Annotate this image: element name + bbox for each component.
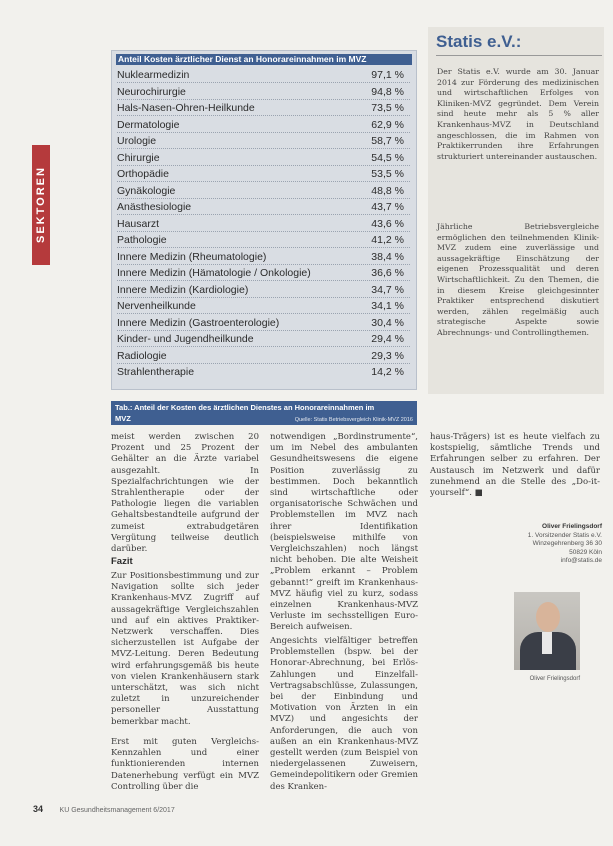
- table-row: [117, 249, 410, 265]
- row-value: 34,1 %: [371, 300, 404, 312]
- row-value: 62,9 %: [371, 118, 404, 131]
- page-number: 34: [33, 804, 44, 814]
- table-row: [117, 265, 410, 281]
- row-value: 30,4 %: [371, 316, 404, 329]
- column-1: [111, 432, 259, 561]
- table-row: [117, 216, 410, 232]
- row-label: Orthopädie: [117, 168, 169, 180]
- caption-line-1: Tab.: Anteil der Kosten des ärztlichen Dienstes an Honorareinnahmen im: [115, 403, 375, 412]
- magazine-name: KU Gesundheitsmanagement 6/2017: [59, 807, 175, 814]
- table-row: [117, 67, 410, 83]
- photo-shirt: [542, 632, 552, 654]
- photo-head: [536, 602, 560, 632]
- table-row: [117, 298, 410, 314]
- table-row: [117, 117, 410, 133]
- author-street: Winzegehrenberg 36 30: [532, 540, 602, 547]
- row-value: 29,3 %: [371, 349, 404, 362]
- row-label: Hals-Nasen-Ohren-Heilkunde: [117, 102, 255, 114]
- author-city: 50829 Köln: [569, 548, 602, 556]
- row-value: 48,8 %: [371, 184, 404, 197]
- column-3: [430, 432, 600, 505]
- info-box-title: Statis e.V.:: [436, 32, 522, 51]
- section-tab: [32, 145, 50, 265]
- row-value: 73,5 %: [371, 102, 404, 114]
- caption-line-2: MVZ: [115, 414, 131, 423]
- info-box-divider: [436, 55, 602, 56]
- author-name: Oliver Frielingsdorf: [542, 523, 602, 530]
- row-label: Hausarzt: [117, 217, 160, 230]
- cost-table: [111, 50, 417, 390]
- row-value: 43,6 %: [371, 217, 404, 230]
- row-value: 97,1 %: [371, 69, 404, 81]
- table-caption: [111, 401, 417, 425]
- author-photo: [514, 592, 580, 670]
- row-label: Kinder- und Jugendheilkunde: [117, 333, 254, 345]
- column-1-fazit: [111, 571, 259, 734]
- row-label: Anästhesiologie: [117, 201, 192, 213]
- table-row: [117, 150, 410, 166]
- row-value: 29,4 %: [371, 333, 404, 345]
- row-label: Gynäkologie: [117, 184, 176, 197]
- row-value: 94,8 %: [371, 85, 404, 98]
- row-label: Nuklearmedizin: [117, 69, 190, 81]
- row-value: 34,7 %: [371, 283, 404, 296]
- row-label: Urologie: [117, 135, 157, 147]
- table-row: [117, 100, 410, 116]
- photo-caption: Oliver Frielingsdorf: [529, 676, 580, 682]
- row-value: 36,6 %: [371, 267, 404, 279]
- row-label: Neurochirurgie: [117, 85, 186, 98]
- table-row: [117, 183, 410, 199]
- column-1-end: [111, 737, 259, 799]
- row-label: Innere Medizin (Hämatologie / Onkologie): [117, 267, 311, 279]
- column-2: [270, 432, 418, 640]
- column-2-end: [270, 636, 418, 799]
- row-label: Nervenheilkunde: [117, 300, 196, 312]
- row-label: Innere Medizin (Rheumatologie): [117, 250, 267, 263]
- row-value: 43,7 %: [371, 201, 404, 213]
- col3-paragraph: haus-Trägers) ist es heute vielfach zu kostspielig, sämtliche Trends und Erfahrungen selber zu erfahren. Der Austausch im Netzwerk und dafür zunehmend an die Stelle des „Do-it-yourself“. ■: [430, 432, 600, 499]
- row-value: 41,2 %: [371, 234, 404, 246]
- row-label: Dermatologie: [117, 118, 180, 131]
- col2-paragraph-2: Angesichts vielfältiger betreffen Problemstellen (bspw. bei der Honorar-Abrechnung, bei Erlös-Zahlungen und Einzelfall-Vertragsabschlüsse, Zulassungen, bei der Einbindung und Motivation von Ärzten in ein MVZ) und angesichts der Anforderungen, die auch von außen an ein Krankenhaus-MVZ gestellt werden (zum Beispiel von niedergelassenen Zuweisern, Gemeindepolitikern oder Gremien des Kranken-: [270, 636, 418, 792]
- row-value: 14,2 %: [371, 366, 404, 378]
- table-row: [117, 364, 410, 380]
- col2-paragraph-1: notwendigen „Bordinstrumente“, um im Nebel des ambulanten Gesundheitswesens die eigene Position zuverlässig zu bestimmen. Doch bekanntlich sind wirtschaftliche oder organisatorische Schwächen und Problemstellen im MVZ nach ihrer Identifikation (beispielsweise mithilfe von Vergleichszahlen) noch längst nicht behoben. Die alte Weisheit „Problem erkannt – Problem gebannt!“ greift im Krankenhaus-MVZ häufig viel zu kurz, sodass einzelnen Krankenhaus-MVZ Verluste im sechsstelligen Euro-Bereich aufweisen.: [270, 432, 418, 633]
- table-row: [117, 348, 410, 364]
- author-block: [466, 523, 602, 566]
- row-value: 38,4 %: [371, 250, 404, 263]
- table-row: [117, 199, 410, 215]
- row-label: Innere Medizin (Gastroenterologie): [117, 316, 280, 329]
- section-tab-label: SEKTOREN: [35, 166, 47, 244]
- col1-paragraph-3: Erst mit guten Vergleichs-Kennzahlen und einer funktionierenden internen Datenerhebung verfügt ein MVZ Controlling über die: [111, 737, 259, 792]
- row-label: Chirurgie: [117, 151, 160, 164]
- row-label: Pathologie: [117, 234, 167, 246]
- table-row: [117, 133, 410, 149]
- row-value: 58,7 %: [371, 135, 404, 147]
- page-footer: [33, 804, 175, 814]
- author-role: 1. Vorsitzender Statis e.V.: [527, 531, 602, 539]
- table-row: [117, 315, 410, 331]
- col1-paragraph-2: Zur Positionsbestimmung und zur Navigation sollte sich jeder Krankenhaus-MVZ Zugriff auf aussagekräftige Vergleichszahlen und auf ein aktives Praktiker-Netzwerk verschaffen. Dies sicherzustellen ist Aufgabe der MVZ-Leitung. Deren Bedeutung wird erfahrungsgemäß bis heute von vielen Krankenhäusern stark unterschätzt, was sich nicht zuletzt in unzureichender personeller Ausstattung bemerkbar macht.: [111, 571, 259, 727]
- table-row: [117, 166, 410, 182]
- info-box-paragraph-1: Der Statis e.V. wurde am 30. Januar 2014 zur Förderung des medizinischen und wirtschaftlichen Erfolges von Kliniken-MVZ gegründet. Dem Verein sind heute mehr als 5 % aller Krankenhaus-MVZ in Deutschland angeschlossen, die im Rahmen von Praktikerrunden ihre Erfahrungen strukturiert untereinander austauschen.: [437, 67, 599, 161]
- fazit-heading: Fazit: [111, 556, 133, 567]
- row-value: 53,5 %: [371, 168, 404, 180]
- table-header: Anteil Kosten ärztlicher Dienst an Honorareinnahmen im MVZ: [116, 54, 412, 65]
- table-row: [117, 331, 410, 347]
- row-value: 54,5 %: [371, 151, 404, 164]
- table-row: [117, 232, 410, 248]
- author-email: info@statis.de: [560, 557, 602, 564]
- col1-paragraph-1: meist werden zwischen 20 Prozent und 25 Prozent der Gehälter an die Ärzte variabel ausgezahlt. In Spezialfachrichtungen wie der Strahlentherapie oder der Pathologie liegen die variablen Gehaltsbestandteile aufgrund der zumeist extrabudgetären Vergütung teilweise deutlich darüber.: [111, 432, 259, 555]
- row-label: Innere Medizin (Kardiologie): [117, 283, 249, 296]
- row-label: Radiologie: [117, 349, 167, 362]
- info-box-paragraph-2: Jährliche Betriebsvergleiche ermöglichen den teilnehmenden Klinik-MVZ zudem eine zuverlässige und aussagekräftige Einschätzung der eigenen Prozessqualität und deren Wirtschaftlichkeit. Zu den Themen, die in diesem Kreise gleichgesinnter Praktiker entsprechend diskutiert werden, zählen regelmäßig auch strategische Aspekte sowie Abrechnungs- und Controllingthemen.: [437, 222, 599, 337]
- table-row: [117, 282, 410, 298]
- row-label: Strahlentherapie: [117, 366, 195, 378]
- caption-source: Quelle: Statis Betriebsvergleich Klinik-MVZ 2016: [294, 417, 413, 423]
- table-row: [117, 84, 410, 100]
